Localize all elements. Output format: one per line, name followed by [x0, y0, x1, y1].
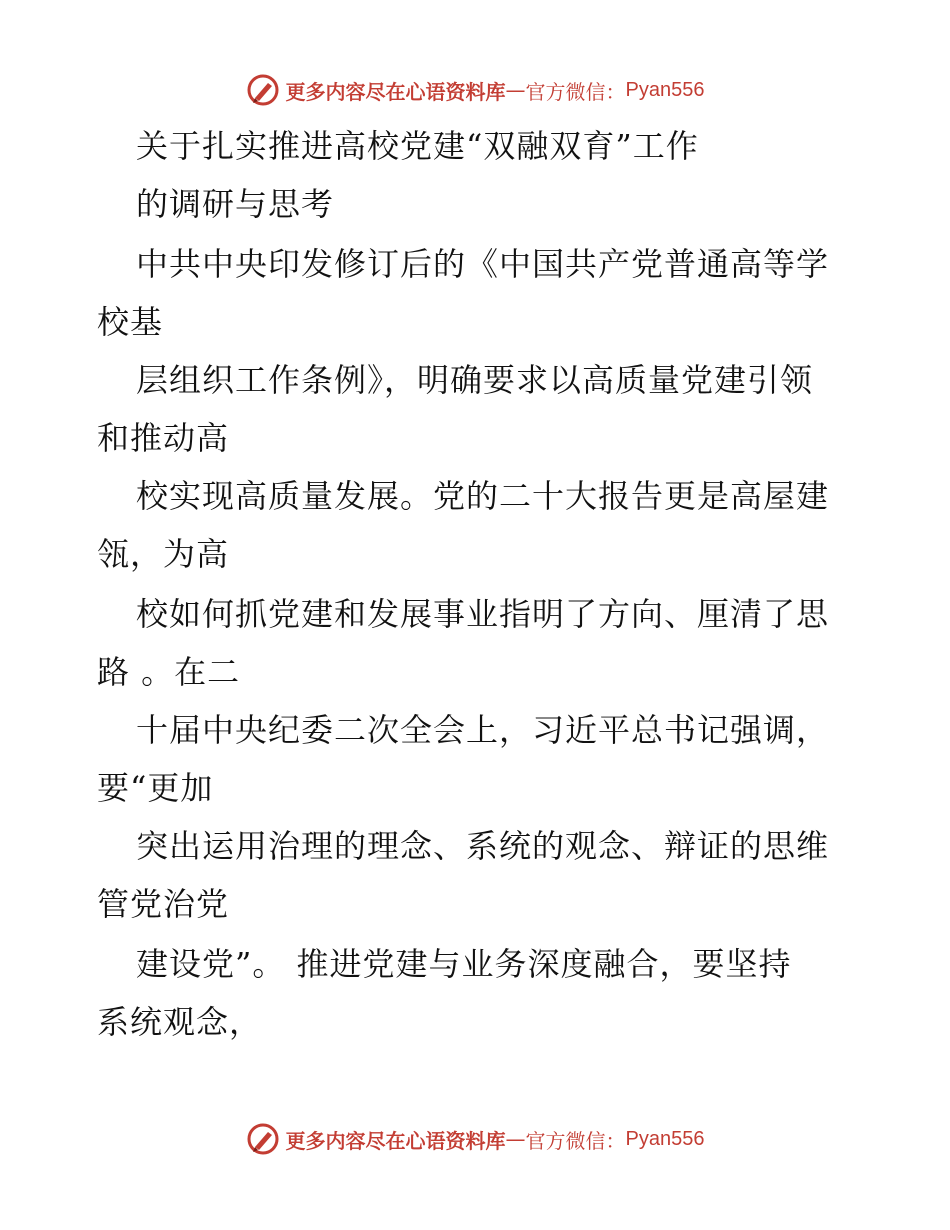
banner-wechat-label: 官方微信： [525, 79, 626, 104]
footer-banner [0, 1119, 950, 1159]
banner-separator: — [505, 1127, 526, 1151]
text-line: 建设党”。 推进党建与业务深度融合，要坚持 [136, 945, 792, 983]
header-banner [0, 70, 950, 110]
text-line: 突出运用治理的理念、系统的观念、辩证的思维 [136, 827, 830, 865]
text-line: 系统观念， [97, 1003, 263, 1041]
pen-logo-icon [246, 73, 280, 107]
text-line: 十届中央纪委二次全会上，习近平总书记强调， [136, 711, 830, 749]
text-line: 校基 [97, 303, 164, 341]
pen-logo-icon [246, 1122, 280, 1156]
text-line: 校如何抓党建和发展事业指明了方向、厘清了思 [136, 595, 830, 633]
banner-wechat-label: 官方微信： [525, 1128, 626, 1153]
text-line: 和推动高 [97, 419, 230, 457]
banner-title: 更多内容尽在心语资料库 [285, 1128, 506, 1153]
text-line: 管党治党 [97, 885, 230, 923]
doc-title-line-2: 的调研与思考 [136, 185, 335, 223]
text-line: 校实现高质量发展。党的二十大报告更是高屋建 [136, 477, 830, 515]
doc-title-line-1: 关于扎实推进高校党建“双融双育”工作 [136, 127, 699, 165]
banner-wechat-id: Pyan556 [625, 78, 705, 101]
banner-title: 更多内容尽在心语资料库 [285, 79, 506, 104]
banner-wechat-id: Pyan556 [625, 1127, 705, 1150]
banner-separator: — [505, 78, 526, 102]
text-line: 层组织工作条例》，明确要求以高质量党建引领 [136, 361, 814, 399]
text-line: 瓴，为高 [97, 535, 230, 573]
text-line: 路 。在二 [97, 653, 241, 691]
text-line: 中共中央印发修订后的《中国共产党普通高等学 [136, 245, 830, 283]
text-line: 要“更加 [97, 769, 214, 807]
